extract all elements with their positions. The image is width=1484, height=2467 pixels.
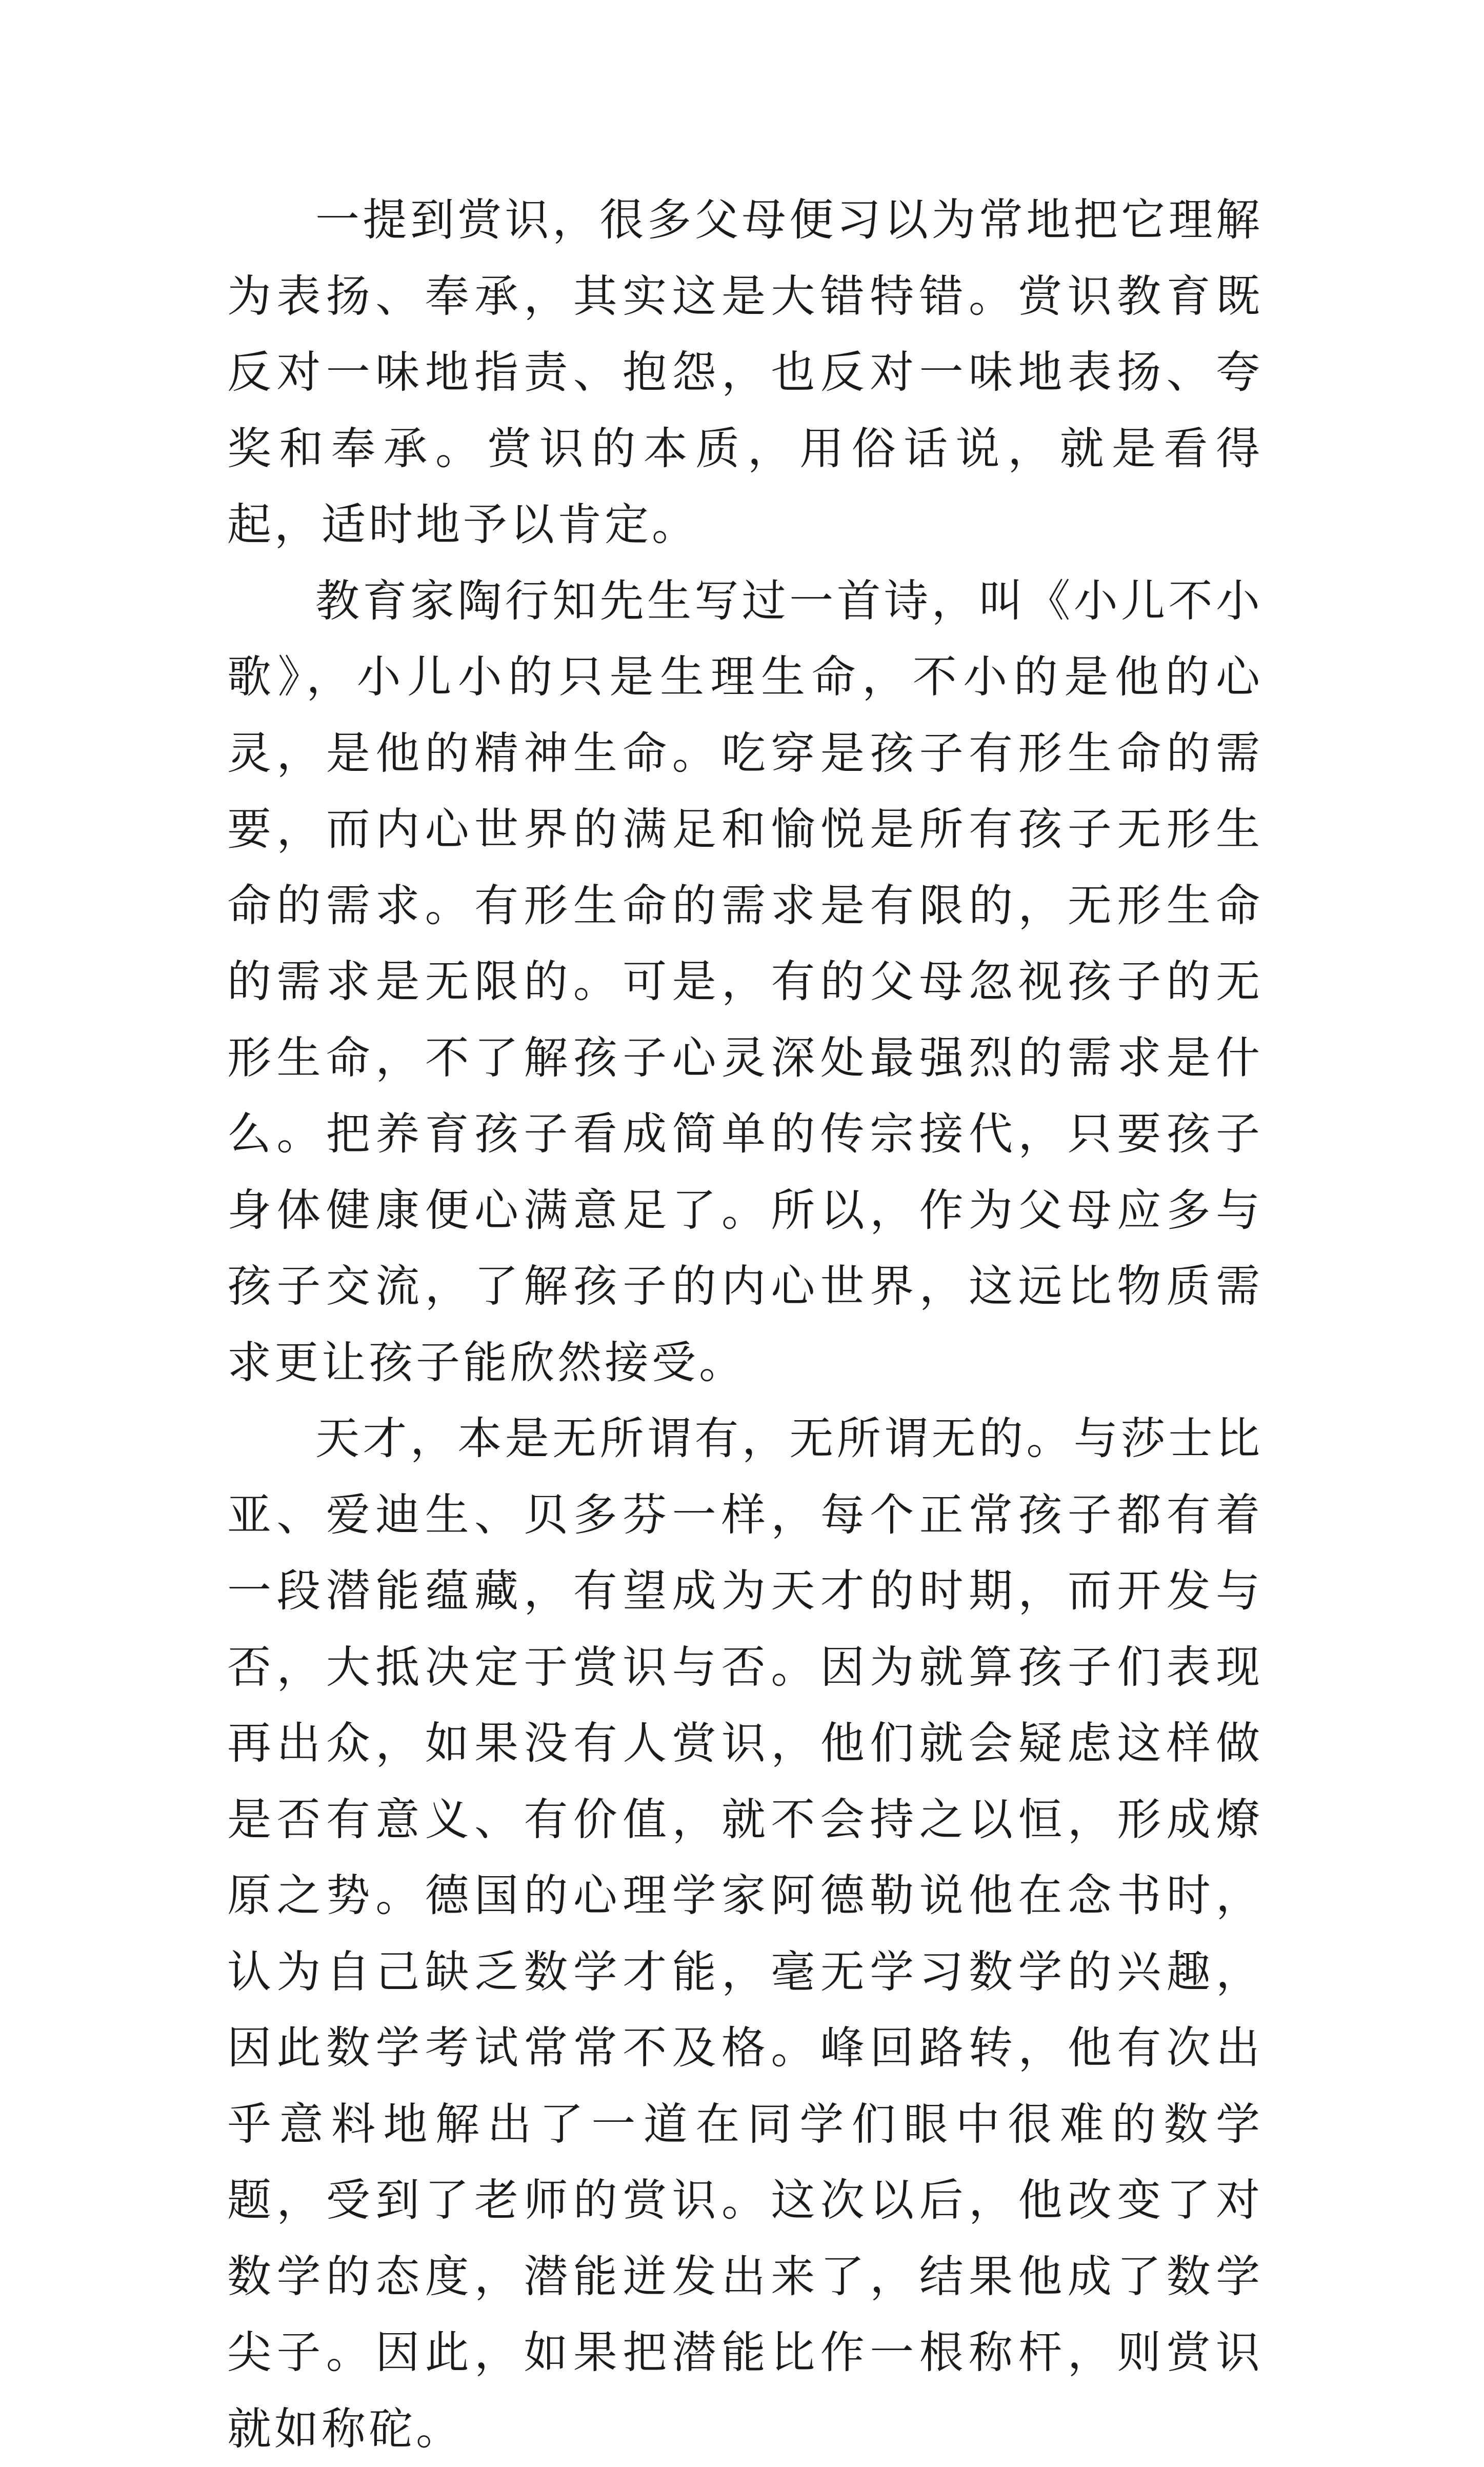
- paragraph-1: 一提到赏识，很多父母便习以为常地把它理解为表扬、奉承，其实这是大错特错。赏识教育既反对一味地指责、抱怨，也反对一味地表扬、夸奖和奉承。赏识的本质，用俗话说，就是看得起，适时地予以肯定。: [227, 194, 1263, 550]
- paragraph-2: 教育家陶行知先生写过一首诗，叫《小儿不小歌》，小儿小的只是生理生命，不小的是他的心灵，是他的精神生命。吃穿是孩子有形生命的需要，而内心世界的满足和愉悦是所有孩子无形生命的需求。有形生命的需求是有限的，无形生命的需求是无限的。可是，有的父母忽视孩子的无形生命，不了解孩子心灵深处最强烈的需求是什么。把养育孩子看成简单的传宗接代，只要孩子身体健康便心满意足了。所以，作为父母应多与孩子交流，了解孩子的内心世界，这远比物质需求更让孩子能欣然接受。: [227, 575, 1263, 1388]
- document-body: [227, 182, 1263, 2467]
- paragraph-3: 天才，本是无所谓有，无所谓无的。与莎士比亚、爱迪生、贝多芬一样，每个正常孩子都有着一段潜能蕴藏，有望成为天才的时期，而开发与否，大抵决定于赏识与否。因为就算孩子们表现再出众，如果没有人赏识，他们就会疑虑这样做是否有意义、有价值，就不会持之以恒，形成燎原之势。德国的心理学家阿德勒说他在念书时，认为自己缺乏数学才能，毫无学习数学的兴趣，因此数学考试常常不及格。峰回路转，他有次出乎意料地解出了一道在同学们眼中很难的数学题，受到了老师的赏识。这次以后，他改变了对数学的态度，潜能迸发出来了，结果他成了数学尖子。因此，如果把潜能比作一根称杆，则赏识就如称砣。: [227, 1413, 1263, 2455]
